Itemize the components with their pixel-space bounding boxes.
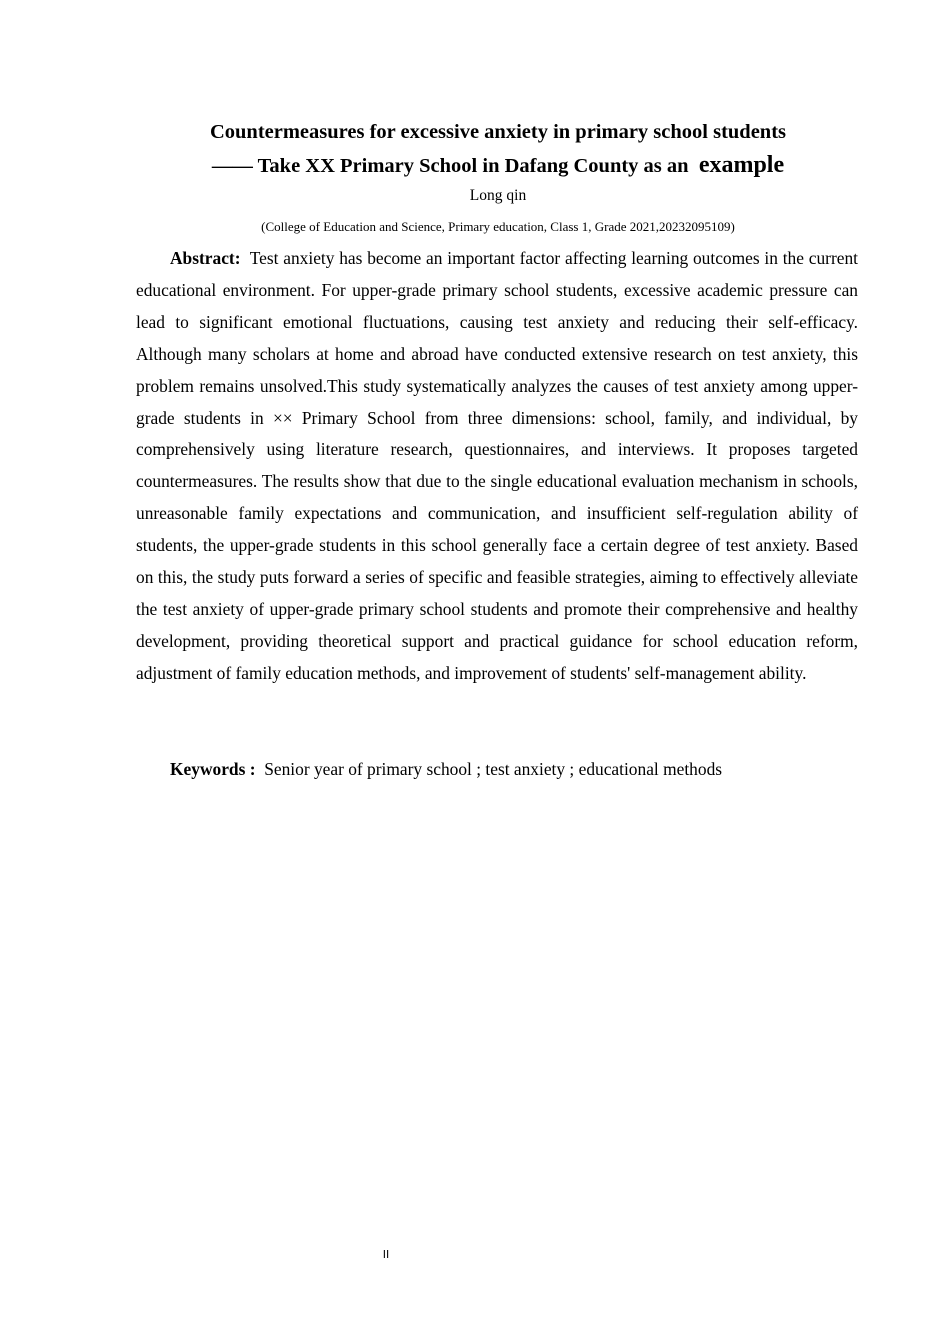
page-number: II [382, 1248, 390, 1261]
subtitle-last-word: example [698, 152, 785, 178]
keywords-text: Senior year of primary school ; test anxiety ; educational methods [264, 759, 723, 779]
keywords-label: Keywords : [170, 759, 256, 779]
title-line-2 [0, 150, 950, 181]
author-affiliation: (College of Education and Science, Primary education, Class 1, Grade 2021,20232095109) [261, 219, 735, 234]
abstract-label: Abstract: [170, 248, 241, 268]
abstract-text: Test anxiety has become an important factor affecting learning outcomes in the current educational environment. For upper-grade primary school students, excessive academic pressure can lead to significant emotional fluctuations, causing test anxiety and reducing their self-efficacy. Although many scholars at home and abroad have conducted extensive research on test anxiety, this problem remains unsolved.This study systematically analyzes the causes of test anxiety among upper-grade students in ×× Primary School from three dimensions: school, family, and individual, by comprehensively using literature research, questionnaires, and interviews. It proposes targeted countermeasures. The results show that due to the single educational evaluation mechanism in schools, unreasonable family expectations and communication, and insufficient self-regulation ability of students, the upper-grade students in this school generally face a certain degree of test anxiety. Based on this, the study puts forward a series of specific and feasible strategies, aiming to effectively alleviate the test anxiety of upper-grade primary school students and promote their comprehensive and healthy development, providing theoretical support and practical guidance for school education reform, adjustment of family education methods, and improvement of students' self-management ability. [136, 248, 858, 683]
title-line-1: Countermeasures for excessive anxiety in primary school students [209, 121, 787, 143]
abstract-paragraph [136, 243, 858, 690]
author-name: Long qin [469, 187, 527, 204]
subtitle-text: —— Take XX Primary School in Dafang County as an [211, 155, 689, 177]
keywords-paragraph [136, 754, 858, 786]
